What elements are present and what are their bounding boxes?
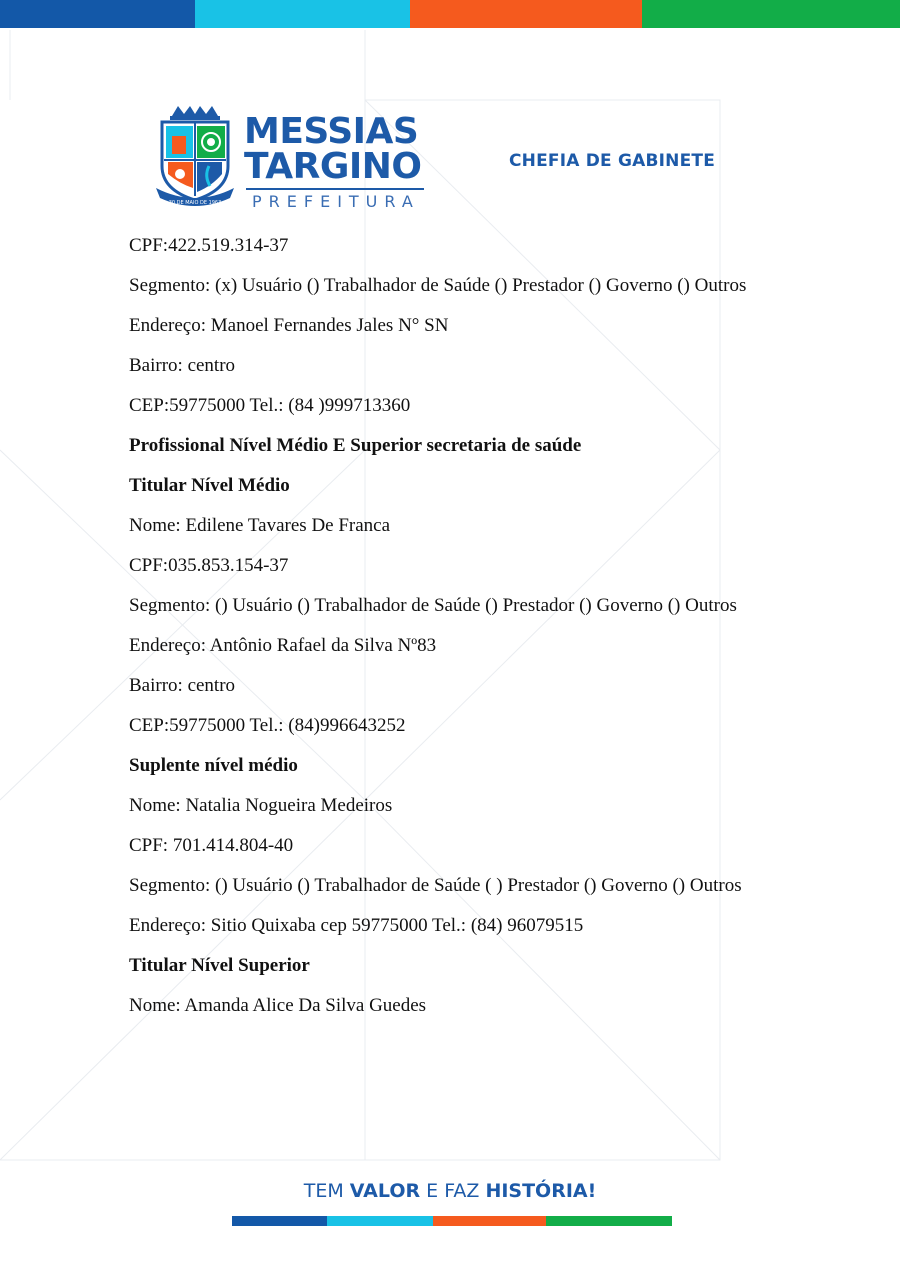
paragraph: Endereço: Sitio Quixaba cep 59775000 Tel.: (84) 96079515 — [129, 915, 584, 936]
municipal-crest-icon — [154, 104, 236, 210]
paragraph: Nome: Amanda Alice Da Silva Guedes — [129, 995, 427, 1016]
brand-subtitle: PREFEITURA — [252, 192, 420, 211]
footer-slogan — [0, 1180, 900, 1202]
crest-ribbon-text: 30 DE MAIO DE 1963 — [168, 200, 222, 206]
paragraph: Nome: Edilene Tavares De Franca — [129, 515, 391, 536]
paragraph: Segmento: (x) Usuário () Trabalhador de Saúde () Prestador () Governo () Outros — [129, 275, 747, 296]
paragraph: CEP:59775000 Tel.: (84)996643252 — [129, 715, 406, 736]
document-header — [150, 104, 730, 214]
slogan-part: TEM — [303, 1180, 350, 1202]
strip-blue — [232, 1216, 327, 1226]
paragraph: Endereço: Antônio Rafael da Silva Nº83 — [129, 635, 437, 656]
paragraph: Segmento: () Usuário () Trabalhador de Saúde () Prestador () Governo () Outros — [129, 595, 737, 616]
department-title: CHEFIA DE GABINETE — [509, 151, 716, 171]
strip-cyan — [327, 1216, 433, 1226]
brand-line-1: MESSIAS — [244, 111, 419, 152]
brand-divider — [246, 188, 424, 190]
paragraph: CPF:422.519.314-37 — [129, 235, 289, 256]
strip-green — [546, 1216, 672, 1226]
slogan-emphasis: VALOR — [349, 1180, 421, 1202]
section-heading: Titular Nível Superior — [129, 955, 310, 976]
bottom-color-strip — [232, 1216, 672, 1226]
document-body — [129, 232, 779, 1032]
paragraph: Bairro: centro — [129, 355, 236, 376]
section-heading: Suplente nível médio — [129, 755, 298, 776]
section-heading: Titular Nível Médio — [129, 475, 290, 496]
paragraph: CPF: 701.414.804-40 — [129, 835, 294, 856]
paragraph: CEP:59775000 Tel.: (84 )999713360 — [129, 395, 411, 416]
section-heading: Profissional Nível Médio E Superior secretaria de saúde — [129, 435, 582, 456]
paragraph: Segmento: () Usuário () Trabalhador de Saúde ( ) Prestador () Governo () Outros — [129, 875, 742, 896]
brand-name — [244, 111, 422, 187]
slogan-emphasis: HISTÓRIA! — [485, 1180, 597, 1202]
strip-orange — [433, 1216, 546, 1226]
paragraph: Nome: Natalia Nogueira Medeiros — [129, 795, 393, 816]
brand-line-2: TARGINO — [244, 146, 422, 187]
paragraph: Bairro: centro — [129, 675, 236, 696]
paragraph: Endereço: Manoel Fernandes Jales N° SN — [129, 315, 449, 336]
slogan-part: E FAZ — [420, 1180, 486, 1202]
paragraph: CPF:035.853.154-37 — [129, 555, 289, 576]
